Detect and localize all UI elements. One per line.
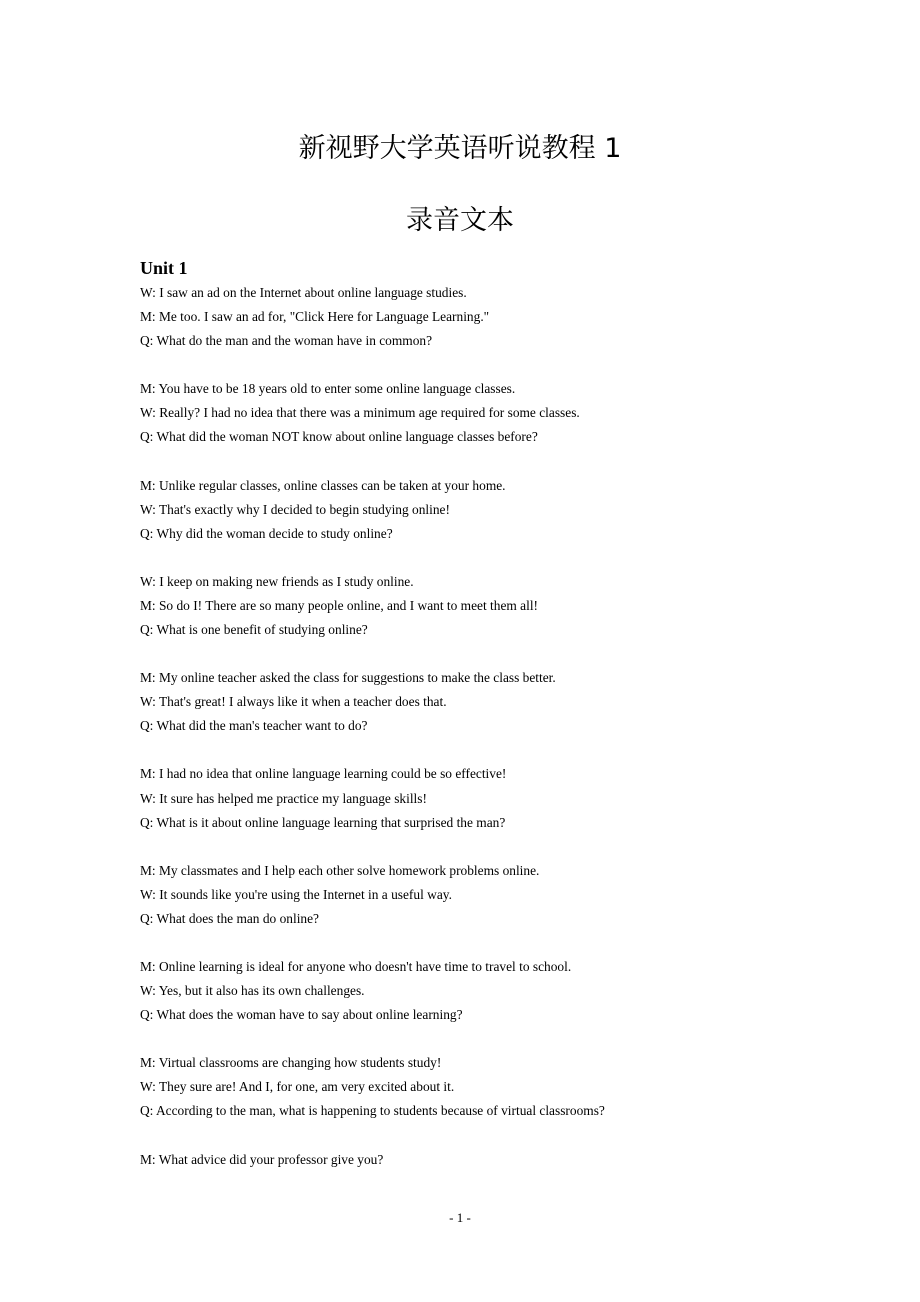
- dialogue-block: [140, 573, 840, 645]
- man-line: M: Me too. I saw an ad for, "Click Here for Language Learning.": [140, 309, 490, 325]
- document-subtitle: 录音文本: [406, 205, 514, 236]
- woman-line: W: It sounds like you're using the Internet in a useful way.: [140, 886, 452, 902]
- man-line: M: So do I! There are so many people online, and I want to meet them all!: [140, 597, 539, 613]
- page-number: - 1 -: [449, 1210, 471, 1225]
- dialogue-block: [140, 669, 840, 741]
- woman-line: W: It sure has helped me practice my language skills!: [140, 790, 427, 806]
- woman-line: W: Yes, but it also has its own challenges.: [140, 983, 365, 999]
- dialogue-list: [140, 284, 840, 1199]
- man-line: M: Virtual classrooms are changing how students study!: [140, 1055, 442, 1071]
- man-line: M: Unlike regular classes, online classes can be taken at your home.: [140, 477, 506, 493]
- woman-line: W: I keep on making new friends as I study online.: [140, 573, 414, 589]
- man-line: M: You have to be 18 years old to enter some online language classes.: [140, 381, 516, 397]
- man-line: M: Online learning is ideal for anyone who doesn't have time to travel to school.: [140, 958, 572, 974]
- question-line: Q: According to the man, what is happening to students because of virtual classrooms?: [140, 1103, 605, 1119]
- woman-line: W: That's great! I always like it when a teacher does that.: [140, 694, 447, 710]
- question-line: Q: What did the man's teacher want to do?: [140, 718, 368, 734]
- question-line: Q: What is one benefit of studying online?: [140, 622, 368, 638]
- woman-line: W: I saw an ad on the Internet about online language studies.: [140, 285, 467, 300]
- dialogue-block: [140, 958, 840, 1030]
- question-line: Q: What did the woman NOT know about online language classes before?: [140, 429, 538, 445]
- unit-heading: Unit 1: [140, 258, 188, 278]
- question-line: Q: Why did the woman decide to study online?: [140, 525, 393, 541]
- dialogue-block: [140, 284, 840, 356]
- woman-line: W: They sure are! And I, for one, am very excited about it.: [140, 1079, 455, 1095]
- man-line: M: I had no idea that online language learning could be so effective!: [140, 766, 507, 782]
- man-line: M: What advice did your professor give you?: [140, 1151, 384, 1167]
- woman-line: W: That's exactly why I decided to begin studying online!: [140, 501, 450, 517]
- question-line: Q: What is it about online language learning that surprised the man?: [140, 814, 506, 830]
- question-line: Q: What does the woman have to say about online learning?: [140, 1007, 463, 1023]
- man-line: M: My online teacher asked the class for suggestions to make the class better.: [140, 670, 556, 686]
- dialogue-block: [140, 477, 840, 549]
- dialogue-block: [140, 1054, 840, 1126]
- question-line: Q: What does the man do online?: [140, 910, 319, 926]
- man-line: M: My classmates and I help each other solve homework problems online.: [140, 862, 540, 878]
- dialogue-block: [140, 765, 840, 837]
- question-line: Q: What do the man and the woman have in common?: [140, 333, 433, 349]
- dialogue-block: [140, 380, 840, 452]
- woman-line: W: Really? I had no idea that there was a minimum age required for some classes.: [140, 405, 580, 421]
- document-title: 新视野大学英语听说教程 1: [298, 133, 622, 164]
- dialogue-block: [140, 1151, 840, 1175]
- dialogue-block: [140, 862, 840, 934]
